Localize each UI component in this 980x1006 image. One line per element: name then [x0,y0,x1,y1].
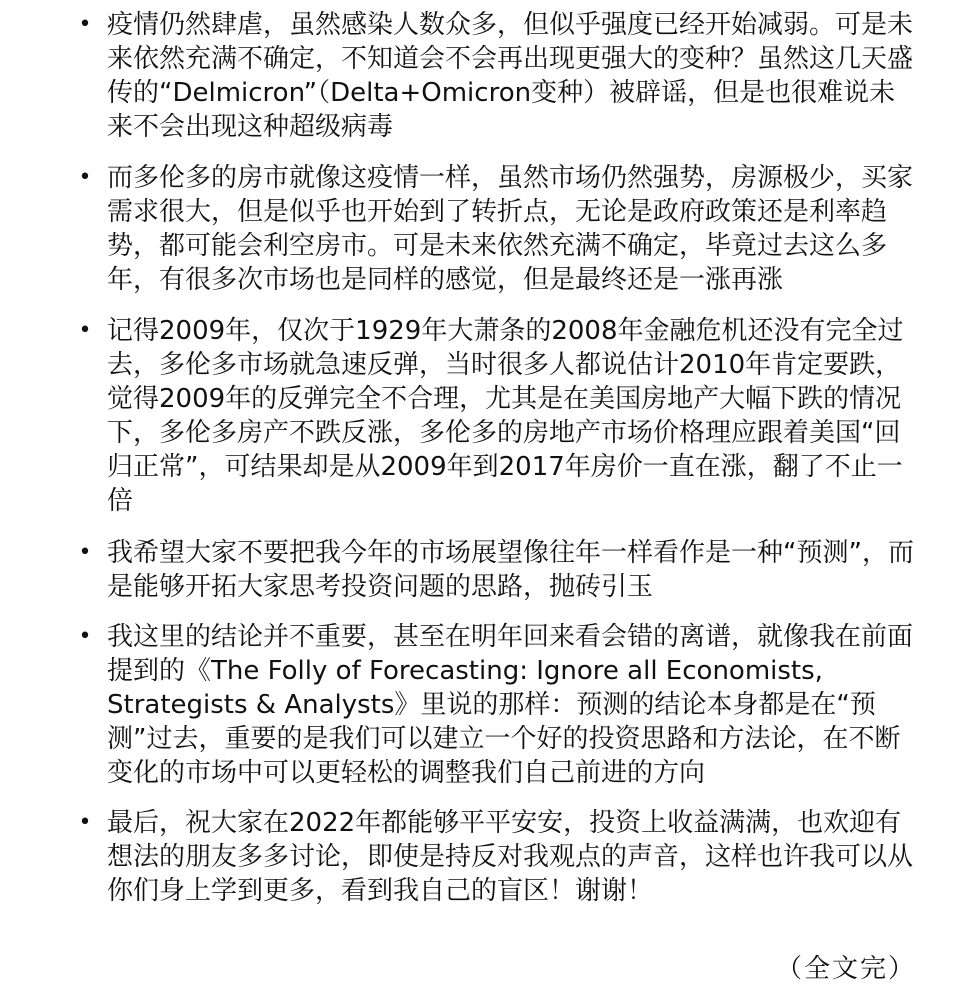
paragraph-text: 记得2009年，仅次于1929年大萧条的2008年金融危机还没有完全过去，多伦多市场就急速反弹，当时很多人都说估计2010年肯定要跌，觉得2009年的反弹完全不合理，尤其是在美国房地产大幅下跌的情况下，多伦多房产不跌反涨，多伦多的房地产市场价格理应跟着美国“回归正常”，可结果却是从2009年到2017年房价一直在涨，翻了不止一倍 [107,316,904,516]
paragraph-text: 我希望大家不要把我今年的市场展望像往年一样看作是一种“预测”，而是能够开拓大家思考投资问题的思路，抛砖引玉 [107,538,914,602]
list-item [78,8,918,144]
paragraph-text: 我这里的结论并不重要，甚至在明年回来看会错的离谱，就像我在前面提到的《The Folly of Forecasting: Ignore all Economists, Strategists & Analysts》里说的那样：预测的结论本身都是在“预测”过去，重要的是我们可以建立一个好的投资思路和方法论，在不断变化的市场中可以更轻松的调整我们自己前进的方向 [107,622,914,788]
bullet-icon: • [78,540,92,565]
bullet-list [78,8,918,925]
bullet-icon: • [78,165,92,190]
list-item [78,620,918,790]
bullet-icon: • [78,12,92,37]
list-item [78,314,918,518]
paragraph-text: 而多伦多的房市就像这疫情一样，虽然市场仍然强势，房源极少，买家需求很大，但是似乎也开始到了转折点，无论是政府政策还是利率趋势，都可能会利空房市。可是未来依然充满不确定，毕竟过去这么多年，有很多次市场也是同样的感觉，但是最终还是一涨再涨 [107,163,914,295]
list-item [78,161,918,297]
list-item [78,806,918,908]
list-item [78,536,918,604]
closing-mark: （全文完） [775,954,916,984]
bullet-icon: • [78,318,92,343]
paragraph-text: 疫情仍然肆虐，虽然感染人数众多，但似乎强度已经开始减弱。可是未来依然充满不确定，不知道会不会再出现更强大的变种？虽然这几天盛传的“Delmicron”（Delta+Omicron变种）被辟谣，但是也很难说未来不会出现这种超级病毒 [107,10,914,142]
bullet-icon: • [78,624,92,649]
paragraph-text: 最后，祝大家在2022年都能够平平安安，投资上收益满满，也欢迎有想法的朋友多多讨论，即使是持反对我观点的声音，这样也许我可以从你们身上学到更多，看到我自己的盲区！谢谢！ [107,808,914,906]
bullet-icon: • [78,810,92,835]
